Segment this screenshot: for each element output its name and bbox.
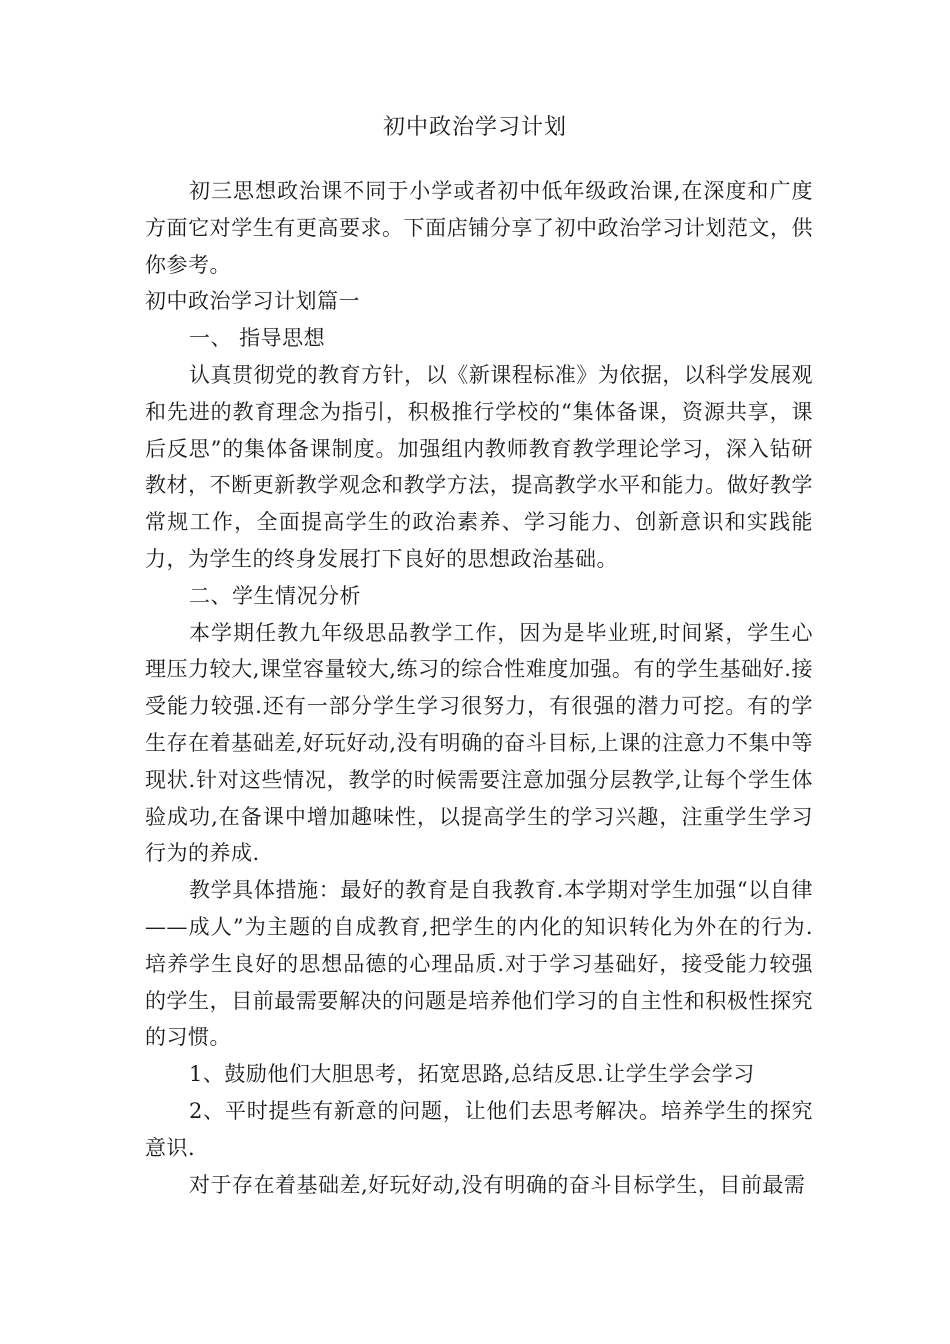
student-analysis-paragraph: 本学期任教九年级思品教学工作，因为是毕业班,时间紧，学生心理压力较大,课堂容量较大,练习的综合性难度加强。有的学生基础好.接受能力较强.还有一部分学生学习很努力，有很强的潜力可挖。有的学生存在着基础差,好玩好动,没有明确的奋斗目标,上课的注意力不集中等现状.针对这些情况，教学的时候需要注意加强分层教学,让每个学生体验成功,在备课中增加趣味性，以提高学生的学习兴趣，注重学生学习行为的养成. <box>145 620 813 866</box>
document-title: 初中政治学习计划 <box>382 115 567 140</box>
list-item: 2、平时提些有新意的问题，让他们去思考解决。培养学生的探究意识. <box>145 1098 813 1160</box>
subheading-guiding-ideology: 一、 指导思想 <box>189 326 326 351</box>
intro-paragraph: 初三思想政治课不同于小学或者初中低年级政治课,在深度和广度方面它对学生有更高要求。下面店铺分享了初中政治学习计划范文，供你参考。 <box>145 179 813 277</box>
closing-paragraph: 对于存在着基础差,好玩好动,没有明确的奋斗目标学生，目前最需 <box>189 1172 806 1197</box>
guiding-ideology-paragraph: 认真贯彻党的教育方针，以《新课程标准》为依据，以科学发展观和先进的教育理念为指引，积极推行学校的“集体备课，资源共享，课后反思”的集体备课制度。加强组内教师教育教学理论学习，深入钻研教材，不断更新教学观念和教学方法，提高教学水平和能力。做好教学常规工作，全面提高学生的政治素养、学习能力、创新意识和实践能力，为学生的终身发展打下良好的思想政治基础。 <box>145 362 813 571</box>
document-body <box>145 173 813 1203</box>
teaching-measures-paragraph: 教学具体措施：最好的教育是自我教育.本学期对学生加强“以自律——成人”为主题的自成教育,把学生的内化的知识转化为外在的行为.培养学生良好的思想品德的心理品质.对于学习基础好，接受能力较强的学生，目前最需要解决的问题是培养他们学习的自主性和积极性探究的习惯。 <box>145 878 813 1050</box>
subheading-student-analysis: 二、学生情况分析 <box>189 583 361 608</box>
list-item: 1、鼓励他们大胆思考，拓宽思路,总结反思.让学生学会学习 <box>189 1062 755 1087</box>
section-heading-plan-one: 初中政治学习计划篇一 <box>145 289 360 314</box>
